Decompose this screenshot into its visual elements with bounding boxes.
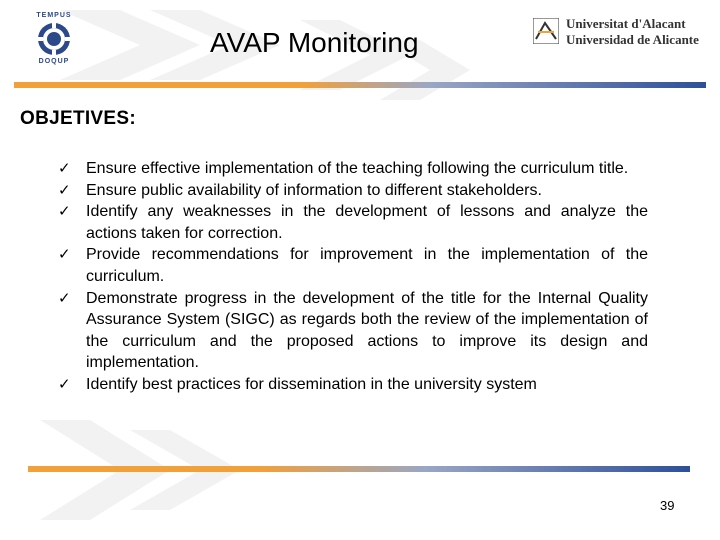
objectives-list bbox=[58, 158, 648, 396]
check-icon: ✓ bbox=[58, 180, 71, 199]
university-name-spanish: Universidad de Alicante bbox=[566, 32, 699, 47]
list-item-text: Identify any weaknesses in the development of lessons and analyze the actions taken for correction. bbox=[86, 203, 648, 242]
university-name-valencian: Universitat d'Alacant bbox=[566, 16, 686, 31]
list-item bbox=[58, 201, 648, 244]
list-item bbox=[58, 158, 648, 180]
footer-divider bbox=[28, 466, 690, 472]
list-item bbox=[58, 180, 648, 202]
tempus-logo-bottom-text: DOQUP bbox=[38, 58, 70, 65]
check-icon: ✓ bbox=[58, 374, 71, 393]
list-item-text: Identify best practices for dissemination in the university system bbox=[86, 375, 537, 393]
page-title: AVAP Monitoring bbox=[210, 27, 419, 58]
check-icon: ✓ bbox=[58, 288, 71, 307]
list-item-text: Demonstrate progress in the development of the title for the Internal Quality Assurance System (SIGC) as regards both the review of the implementation of the curriculum and the proposed actions to improve its design and implementation. bbox=[86, 289, 648, 372]
check-icon: ✓ bbox=[58, 245, 71, 264]
header-divider bbox=[14, 82, 706, 88]
check-icon: ✓ bbox=[58, 159, 71, 177]
list-item-text: Ensure public availability of information to different stakeholders. bbox=[86, 181, 542, 199]
tempus-logo bbox=[28, 12, 80, 74]
list-item bbox=[58, 288, 648, 374]
tempus-logo-top-text: TEMPUS bbox=[36, 12, 72, 19]
tempus-emblem-icon bbox=[36, 21, 72, 57]
list-item-text: Ensure effective implementation of the teaching following the curriculum title. bbox=[86, 160, 629, 177]
section-heading: OBJETIVES: bbox=[20, 108, 136, 129]
list-item bbox=[58, 244, 648, 287]
university-emblem-icon bbox=[533, 18, 559, 44]
list-item bbox=[58, 374, 648, 396]
list-item-text: Provide recommendations for improvement in the implementation of the curriculum. bbox=[86, 246, 648, 285]
university-logo bbox=[533, 16, 703, 52]
check-icon: ✓ bbox=[58, 202, 71, 221]
page-number: 39 bbox=[660, 498, 675, 513]
